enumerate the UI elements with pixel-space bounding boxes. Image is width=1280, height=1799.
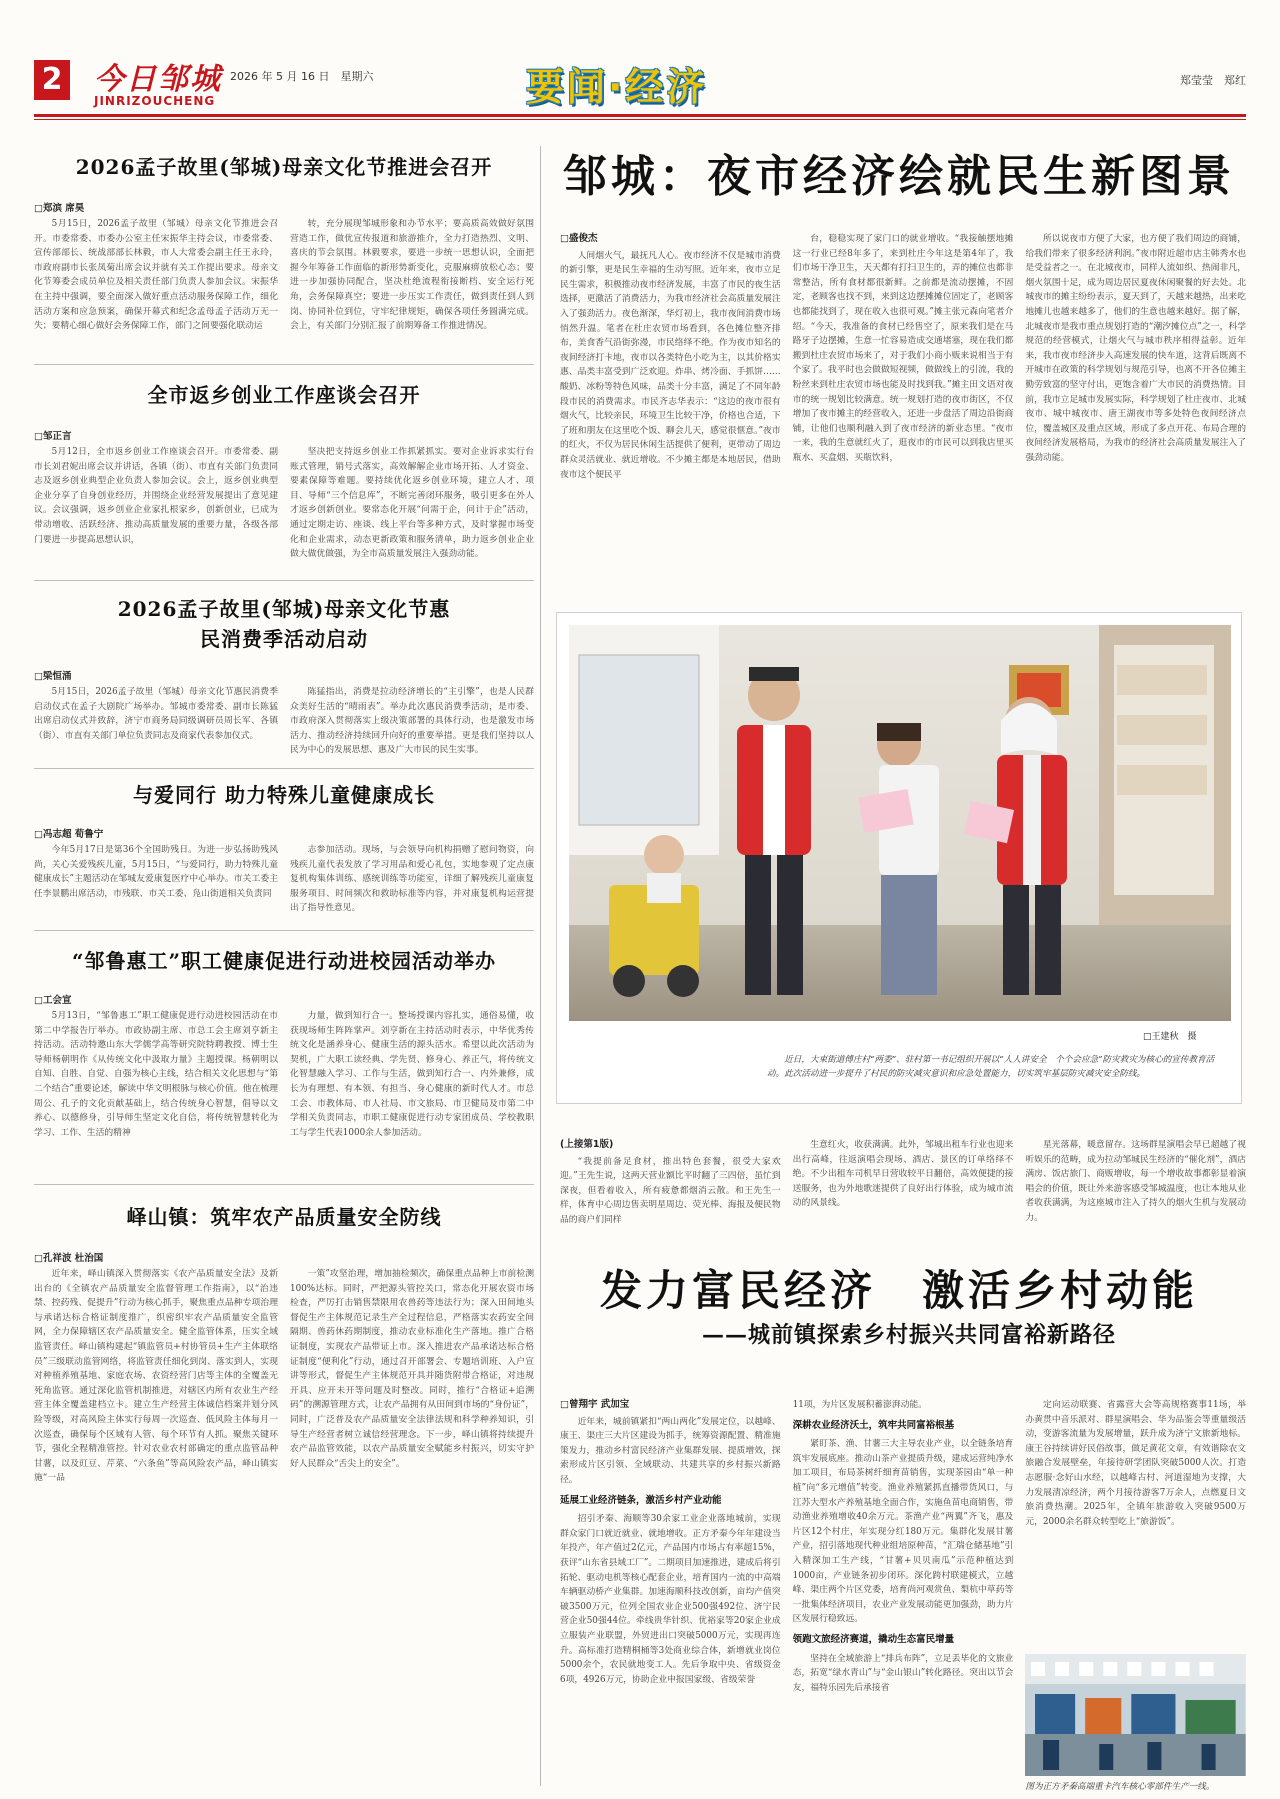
article-title: 2026孟子故里(邹城)母亲文化节推进会召开 bbox=[75, 155, 493, 179]
article-special-children bbox=[34, 780, 534, 931]
divider bbox=[34, 1184, 534, 1185]
article-return-entrepreneurship bbox=[34, 380, 534, 605]
article-text: 5月13日，“邹鲁惠工”职工健康促进行动进校园活动在市第二中学报告厅举办。市政协副主席、市总工会主席刘亨新主持活动。活动特邀山东大学儒学高等研究院特聘教授、博士生导师杨朝明作《从传统文化中汲取力量》主题授课。杨朝明以自知、自胜、自觉、自强为核心主线，结合相关文化思想与“第二个结合”重要论述，解读中华文明根脉与核心价值。他在梳理周公、孔子的文化贡献基础上，结合传统身心智慧，倡导以文养心、以德修身，引导师生坚定文化自信，将传统智慧转化为学习、工作、生活的精神 bbox=[34, 1011, 278, 1138]
feature-column-2 bbox=[793, 232, 1014, 602]
article-text: 5月15日，2026孟子故里（邹城）母亲文化节惠民消费季启动仪式在孟子大剧院广场举办。邹城市委常委、副市长陈猛出席启动仪式并致辞，济宁市商务局同级调研员周长军、各镇（街）、市直有关部门单位负责同志及商家代表参加仪式。 bbox=[34, 687, 278, 741]
page-number: 2 bbox=[34, 60, 70, 100]
feature-text: 台，稳稳实现了家门口的就业增收。“我接触摆地摊这一行业已经8年多了，来到杜庄今年这是第4年了，我们市场干净卫生，天天都有打扫卫生的，弄的摊位也都非常整洁，所有食材都很新鲜。之前都是流动摆摊，不固定，老顾客也找不到，来到这边摆摊摊位固定了，老顾客也都能找到了，现在收入也很可观。”摊主张元森向笔者介绍。“今天，我准备的食材已经售空了，原来我们是在马路牙子边摆摊，生意一忙容易造成交通堵塞，现在我们都搬到杜庄农贸市场来了，对于我们小商小贩来说相当于有个家了。我平时也会做做短视频，做做线上的引流，我的粉丝来到杜庄农贸市场也能及时找到我。”摊主田文语对夜市的统一规划比较满意。统一规划打造的夜市街区，不仅增加了夜市摊主的经营收入，还进一步盘活了周边沿街商铺，让他们也顺利融入到了夜市经济的新业态里。“夜市一来，我的生意就红火了，逛夜市的市民可以到我店里买瓶水、买盒烟、买瓶饮料， bbox=[792, 234, 1014, 463]
article-text: 5月12日，全市返乡创业工作座谈会召开。市委常委、副市长刘君妮出席会议并讲话，各镇（街）、市直有关部门负责同志及返乡创业典型企业负责人参加会议。会上，返乡创业典型企业分享了自身创业经历，并围绕企业经营发展提出了意见建议。会议强调，返乡创业企业家扎根家乡，创新创业，已成为带动增收、活跃经济、推动高质量发展的重要力量，各级各部门要进一步提高思想认识， bbox=[34, 447, 278, 545]
continued-text: 生意红火，收获满满。此外，邹城出租车行业也迎来出行高峰，往返演唱会现场、酒店、景区的订单络绎不绝。不少出租车司机早日营收较平日翻倍，高效便捷的接送服务，也为外地歌迷提供了良好出行体验，成为城市流动的风景线。 bbox=[792, 1140, 1014, 1209]
article-text: 志参加活动。现场，与会领导向机构捐赠了慰问物资，向残疾儿童代表发放了学习用品和爱心礼包，实地参观了定点康复机构集体训练、感统训练等功能室，详细了解残疾儿童康复服务项目、时间频次和救助标准等内容，并对康复机构运营提出了指导性意见。 bbox=[290, 845, 534, 914]
masthead bbox=[34, 52, 1246, 112]
article-text: 坚决把支持返乡创业工作抓紧抓实。要对企业诉求实行台账式管理，销号式落实，高效解解企业市场开拓、人才资金、要素保障等难题。要持续优化返乡创业环境，建立人才、项目、导师“三个信息库”，不断完善闭环服务，吸引更多在外人才返乡创新创业。要常态化开展“问需于企，问计于企”活动，通过定期走访、座谈、线上平台等多种方式，及时掌握市场变化和企业需求，动态更新政策和服务清单，助力返乡创业企业做大做优做强，为全市高质量发展注入强劲动能。 bbox=[290, 447, 534, 560]
feature-headline: 邹城：夜市经济绘就民生新图景 bbox=[563, 151, 1235, 202]
article-text: 陈猛指出，消费是拉动经济增长的“主引擎”，也是人民群众美好生活的“晴雨表”。举办此次惠民消费季活动，是市委、市政府深入贯彻落实上级决策部署的具体行动，也是激发市场活力、推动经济持续回升向好的重要举措。更是我们坚持以人民为中心的发展思想、惠及广大市民的民生实事。 bbox=[290, 687, 534, 756]
continued-column-1 bbox=[560, 1138, 781, 1238]
factory-photo bbox=[1025, 1654, 1246, 1776]
second-feature-column-2 bbox=[793, 1398, 1014, 1799]
continued-text: 星光落幕，暖意留存。这场群星演唱会早已超越了视听娱乐的范畴，成为拉动邹城民生经济的“催化剂”，酒店满房、饭店旅门、商贩增收，每一个增收故事都彰显着演唱会的价值，既让外来游客感受邹城温度，也让本地从业者收获满满，为这座城市注入了持久的烟火生机与发展动力。 bbox=[1025, 1140, 1247, 1223]
second-feature-text: 近年来，城前镇紧扣“两山两化”发展定位，以越峰、康王、渠庄三大片区建设为抓手，统筹资源配置、精准施策发力，推动乡村富民经济产业集群发展、提质增效，探索形成片区引领、全域联动、共建共享的乡村振兴新路径。 bbox=[560, 1416, 781, 1485]
section-subhead: 延展工业经济链条，激活乡村产业动能 bbox=[560, 1494, 722, 1506]
second-feature-headline: 发力富民经济 激活乡村动能 bbox=[599, 1266, 1198, 1315]
continued-column-3 bbox=[1025, 1138, 1246, 1238]
feature-column-1 bbox=[560, 232, 781, 602]
article-byline: □梁恒涌 bbox=[34, 671, 72, 682]
divider bbox=[34, 930, 534, 931]
article-text: 一策”攻坚治理，增加抽检频次，确保重点品种上市前检测100%达标。同时，严把源头管控关口，常态化开展农资市场检查，严厉打击销售禁限用农兽药等违法行为；深入田间地头督促生产主体规范记录生产全过程信息，严格落实农药安全间隔期、兽药休药期制度，推动农业标准化生产落地。推广合格证制度，实现农产品带证上市。深入推进农产品承诺达标合格证制度“便利化”行动，通过召开部署会、专题培训班、入户宣讲等形式，督促生产主体规范开具并随货附带合格证，对违规开具、应开未开等问题及时整改。同时，推行“合格证+追溯码”的溯源管理方式，让农产品拥有从田间到市场的“身份证”，同时，广泛普及农产品质量安全法律法规和科学种养知识，引导生产经营者树立诚信经营理念。下一步，峄山镇将持续提升农产品监管效能，以农产品质量安全赋能乡村振兴，切实守护好人民群众“舌尖上的安全”。 bbox=[290, 1269, 534, 1469]
article-text: 近年来，峄山镇深入贯彻落实《农产品质量安全法》及新出台的《全镇农产品质量安全监督管理工作指南》，以“治违禁、控药残、促提升”行动为核心抓手，聚焦重点品种专项治理与承诺达标合格证制度推广，织密织牢农产品质量安全监管网，全力保障辖区农产品质量安全。健全监管体系，压实全域监管责任。峄山镇构建起“镇监管员+村协管员+生产主体联络员”三级联动监管网络，将监管责任细化到岗、落实到人，实现对种植养殖基地、家庭农场、农资经营门店等主体的全覆盖无死角监管。通过深化监管机制推进，对辖区内所有农业生产经营主体全覆盖建档立卡。建立生产经营主体诚信档案并划分风险等级，对高风险主体实行每周一次巡查、低风险主体每月一次巡查，确保每个区域有人管、每个环节有人抓。聚焦关键环节，强化全程精准管控。针对农业农村部确定的重点监管品种甘薯，以及豇豆、芹菜、“六条鱼”等高风险农产品，峄山镇实施“一品 bbox=[34, 1269, 278, 1484]
village-visit-photo bbox=[569, 625, 1231, 1021]
section-subhead: 领跑文旅经济赛道，撬动生态富民增量 bbox=[792, 1633, 955, 1645]
second-feature-text: 定向运动联赛、省露营大会等高规格赛事11场，举办黄贯中音乐派对、群星演唱会、华为品鉴会等重量级活动，变游客流量为发展增量，跃升成为济宁文旅新地标。康王谷持续讲好民俗故事，做足黄花文章，有效谐除农文旅融合发展壁垒，年接待研学团队突破5000人次。打造志愿服·念好山水经，以越峰古村、河道湿地为支撑，大力发展清凉经济，两个月接待游客7万余人，点燃夏日文旅消费热潮。2025年，全镇年旅游收入突破9500万元，2000余名群众转型吃上“旅游饭”。 bbox=[1025, 1400, 1247, 1527]
article-consumption-season bbox=[34, 594, 534, 773]
paper-logo: 今日邹城 bbox=[94, 62, 222, 97]
divider bbox=[34, 364, 534, 365]
news-photo-frame bbox=[556, 612, 1242, 1104]
editors: 郑莹莹 郑红 bbox=[1180, 74, 1246, 87]
continued-label: (上接第1版) bbox=[560, 1139, 614, 1150]
second-feature-text: 紧盯茶、渔、甘薯三大主导农业产业，以全链条培育筑牢发展底座。推动山茶产业提质升级，建成运营纯净水加工项目，布局茶树纤细育苗销售，实现茶园由“单一种植”向“多元增值”转变。渔业养殖紧抓直播带货风口，与江苏大型水产养殖基地全面合作，实施鱼苗电商销售，带动渔业养殖增收40余万元。茶渔产业“两翼”齐飞，惠及片区12个村庄，年实现分红180万元。集群化发展甘薯产业，招引落地现代种业组培原种苗，“汇瑞仓储基地”引入精深加工生产线，“甘薯+贝贝南瓜”示范种植达到1000亩，产业链条初步闭环。深化跨村联建模式，立越峰、渠庄两个片区党委，培育尚河观赏鱼、梨杭中草药等一批集体经济项目，农业产业发展动能更加强劲，助力片区发展行稳致远。 bbox=[792, 1439, 1014, 1625]
second-feature-byline: □曾翔宇 武加宝 bbox=[560, 1399, 630, 1410]
article-text: 力量，做到知行合一。整场授课内容扎实，通俗易懂，收获现场师生阵阵掌声。刘亨新在主持活动时表示，中华优秀传统文化是涵养身心、健康生活的源头活水。希望以此次活动为契机，广大职工读经典、学先贤、修身心、养正气，将传统文化智慧融入学习、工作与生活，做到知行合一、内外兼修，成长为有理想、有本领、有担当、身心健康的新时代人才。市总工会、市教体局、市人社局、市文旅局、市卫健局及市第二中学相关负责同志，市职工健康促进行动专家团成员、学校教职工与学生代表1000余人参加活动。 bbox=[290, 1011, 534, 1138]
continued-column-2 bbox=[793, 1138, 1014, 1238]
continued-article bbox=[560, 1138, 1246, 1238]
column-divider bbox=[540, 146, 541, 1786]
feature-column-3 bbox=[1025, 232, 1246, 602]
article-title: 与爱同行 助力特殊儿童健康成长 bbox=[133, 783, 435, 807]
article-worker-health bbox=[34, 946, 534, 1199]
article-title: 峄山镇：筑牢农产品质量安全防线 bbox=[126, 1205, 442, 1229]
feature-byline: □盛俊杰 bbox=[560, 233, 598, 244]
second-feature-column-1 bbox=[560, 1398, 781, 1799]
divider bbox=[34, 768, 534, 769]
photo-caption: 近日，大束街道傅庄村“两委”、驻村第一书记组织开展以“人人讲安全 个个会应急”防灾救灾为核心的宣传教育活动。此次活动进一步提升了村民的防灾减灾意识和应急处置能力，切实筑牢基层防灾减灾安全防线。 bbox=[767, 1055, 1215, 1079]
article-text: 转，充分展现邹城形象和办节水平；要高质高效做好氛围营造工作，做优宣传报道和旅游推介，全力打造热烈、文明、喜庆的节会氛围。林毅要求，要进一步统一思想认识，全面把握今年筹备工作面临的新形势新变化，克服麻痹放松心态；要进一步加强协同配合，坚决杜绝流程衔接断档、安全运行死角，会务保障真空；要进一步压实工作责任，做到责任到人到岗、协同补位到位，守牢纪律规矩，确保各项任务圆满完成。会上，有关部门分别汇报了前期筹备工作推进情况。 bbox=[290, 219, 534, 332]
feature-text: 人间烟火气，最抚凡人心。夜市经济不仅是城市消费的新引擎，更是民生幸福的生动写照。近年来，夜市立足民生需求，积极推动夜市经济发展，丰富了市民的夜生活选择，更激活了消费活力，为我市经济社会高质量发展注入了强劲活力。夜色渐深，华灯初上，我市夜间消费市场悄然升温。笔者在杜庄农贸市场看到，各色摊位整齐排布，美食香气沿街弥漫，市民络绎不绝。作为夜市知名的夜间经济打卡地，夜市以各类特色小吃为主，以其价格实惠、品类丰富受到广泛欢迎。炸串、烤冷面、手抓饼……酸奶、冰粉等特色风味，品类十分丰富，满足了不同年龄段市民的消费需求。市民齐志华表示：“这边的夜市很有烟火气，比较亲民，环境卫生比较干净，价格也合适，下了班和朋友在这里吃个饭、聊会儿天，感觉很惬意。”夜市的红火，不仅为居民休闲生活提供了便利，更带动了周边群众灵活就业、就近增收。不少摊主都是本地居民，借助夜市这个便民平 bbox=[560, 250, 781, 480]
continued-text: “我提前备足食材，推出特色套餐，很受大家欢迎。”王先生说，这两天营业额比平时翻了三四倍，虽忙到深夜，但看着收入，所有疲惫都烟消云散。和王先生一样，体育中心周边售卖明星周边、荧光棒、海报及便民物品的商户们同样 bbox=[560, 1156, 781, 1225]
feature-body bbox=[560, 232, 1246, 602]
article-title: 全市返乡创业工作座谈会召开 bbox=[147, 383, 421, 407]
news-photo bbox=[569, 625, 1231, 1021]
second-feature-text: 招引矛秦、海顺等30余家工业企业落地城前，实现群众家门口就近就业、就地增收。正方矛秦今年年建设当年投产，年产值过2亿元，产品国内市场占有率超15%，获评“山东省县域工厂”。二期项目加速推进，建成后将引拓轮、驱动电机等核心配套企业，培育国内一流的中高端车辆驱动桥产业集群。加速海顺科技改创新，亩均产值突破3500万元，位列全国农业企业500强492位、济宁民营企业50强44位。牵线贵华针织、优裕家等20家企业成立服装产业联盟，外贸进出口突破5000万元，实现再连升。高标准打造精桐桶等3处商业综合体，新增就业岗位5000余个，农民就地变工人。先后争取中央、省级资金6项，4926万元，协助企业申报国家级、省级荣誉 bbox=[560, 1514, 781, 1685]
article-byline: □孔祥波 杜治国 bbox=[34, 1253, 104, 1264]
article-title: “邹鲁惠工”职工健康促进行动进校园活动举办 bbox=[71, 949, 496, 973]
article-text: 5月15日，2026孟子故里（邹城）母亲文化节推进会召开。市委常委、市委办公室主任宋振华主持会议，市委常委、宣传部部长、统战部部长林毅，市人大常委会副主任王永玲，市政府副市长张凤菊出席会议并就有关工作提出要求。母亲文化节筹委会成员单位及相关责任部门负责人参加会议。宋振华在主持中强调，要全面深入做好重点活动服务保障工作，细化活动方案和应急预案，确保开幕式和纪念孟母孟子活动万无一失；要精心细心做好会务保障工作，部门之间要强化联动运 bbox=[34, 219, 278, 332]
article-byline: □工会宣 bbox=[34, 995, 72, 1006]
masthead-rule-thin bbox=[34, 119, 1246, 120]
feature-text: 所以说夜市方便了大家，也方便了我们周边的商铺，给我们带来了很多经济利润。”夜市附近超市店主韩秀水也是受益者之一。在北城夜市，同样人流如织、热闹非凡，烟火氛围十足，成为周边居民夏夜休闲聚餐的好去处。北城夜市的摊主纷纷表示，夏天到了，天越来越热，出来吃地摊儿也越来越多了，他们的生意也越来越好。据了解，北城夜市是我市重点规划打造的“潮汐摊位点”之一，科学规范的经营模式，让烟火气与城市秩序相得益彰。近年来，我市夜市经济步入高速发展的快车道，这背后既离不开城市在政策的科学规划与规范引导，也离不开各位摊主勤劳致富的坚守付出，更饱含着广大市民的消费热情。目前，我市立足城市发展实际，科学规划了杜庄夜市、北城夜市、城中城夜市、唐王湖夜市等多处特色夜间经济点位，覆盖城区及重点区域，形成了多点开花、布局合理的夜间经济发展格局，为我市的经济社会高质量发展注入了强劲动能。 bbox=[1025, 234, 1247, 463]
article-byline: □冯志超 荀鲁宁 bbox=[34, 829, 104, 840]
section-subhead: 深耕农业经济沃土，筑牢共同富裕根基 bbox=[792, 1419, 955, 1431]
second-feature-text: 坚持在全域旅游上“排兵布阵”，立足丢毕化的文旅业态，拓宽“绿水青山”与“金山银山”转化路径。突出以节会友，福特乐园先后承接省 bbox=[792, 1653, 1014, 1693]
section-title: 要闻·经济 bbox=[526, 65, 708, 109]
second-feature-subheadline: ——城前镇探索乡村振兴共同富裕新路径 bbox=[702, 1322, 1117, 1348]
photo-credit: □王建秋 摄 bbox=[1143, 1032, 1197, 1042]
factory-photo-caption: 图为正方矛秦高端重卡汽车核心零部件生产一线。 bbox=[1025, 1782, 1215, 1792]
second-feature-column-3 bbox=[1025, 1398, 1246, 1799]
article-byline: □邹正言 bbox=[34, 431, 72, 442]
article-title: 2026孟子故里(邹城)母亲文化节惠民消费季活动启动 bbox=[117, 597, 451, 651]
paper-logo-en: JINRIZOUCHENG bbox=[94, 94, 216, 108]
second-feature-text: 11项，为片区发展积蓄澎湃动能。 bbox=[792, 1400, 928, 1410]
issue-date: 2026 年 5 月 16 日 星期六 bbox=[230, 70, 374, 83]
divider bbox=[34, 580, 534, 581]
article-text: 今年5月17日是第36个全国助残日。为进一步弘扬助残风尚，关心关爱残疾儿童，5月15日，“与爱同行，助力特殊儿童健康成长”主题活动在邹城友爱康复医疗中心举办。市关工委主任李景鹏出席活动，市残联、市关工委、凫山街道相关负责同 bbox=[34, 845, 278, 899]
article-byline: □郑滨 席昊 bbox=[34, 203, 85, 214]
article-yishan-food-safety bbox=[34, 1202, 534, 1619]
factory-floor-photo bbox=[1025, 1654, 1246, 1776]
masthead-rule bbox=[34, 114, 1246, 117]
article-mother-culture-meeting bbox=[34, 152, 534, 377]
second-feature-body bbox=[560, 1398, 1246, 1799]
